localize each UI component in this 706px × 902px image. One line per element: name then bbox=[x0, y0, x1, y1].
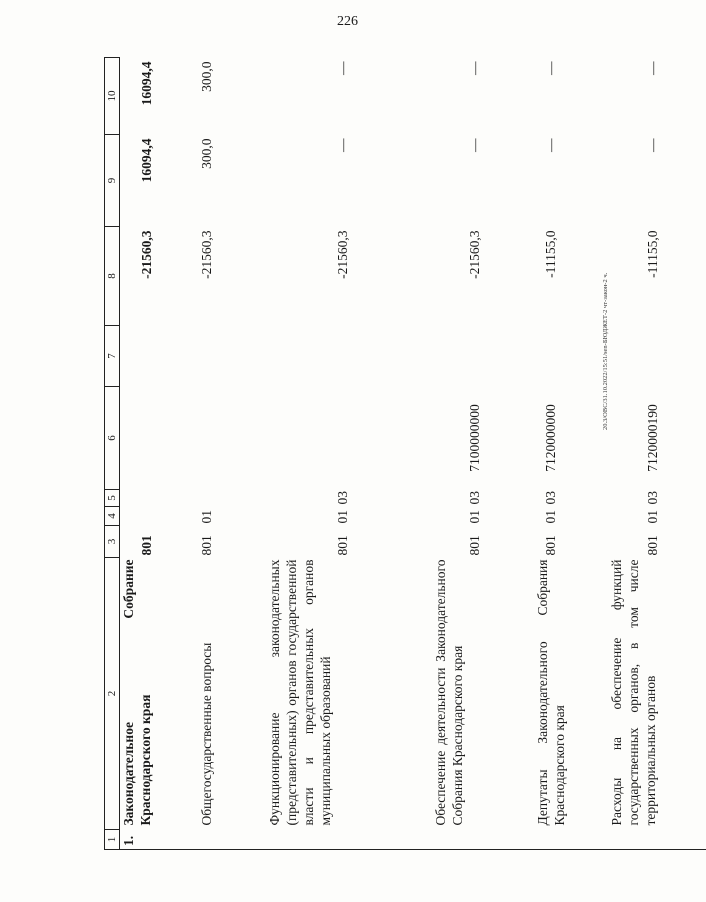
ved-code: 801 bbox=[645, 535, 660, 556]
section-code: 01 bbox=[199, 510, 214, 524]
target-code bbox=[188, 387, 260, 490]
row-number bbox=[260, 830, 424, 850]
target-code: 7120000190 bbox=[645, 404, 660, 472]
amount-year2: — bbox=[467, 138, 482, 152]
expense-type bbox=[120, 326, 189, 387]
amount-year2: — bbox=[543, 138, 558, 152]
row-number bbox=[188, 830, 260, 850]
column-header: 3 bbox=[105, 526, 120, 558]
amount-year2: 16094,4 bbox=[139, 138, 154, 183]
ved-code: 801 bbox=[335, 535, 350, 556]
ved-code: 801 bbox=[543, 535, 558, 556]
target-code: 7120000000 bbox=[543, 404, 558, 472]
section-code: 01 bbox=[645, 510, 660, 524]
amount-year2: — bbox=[645, 138, 660, 152]
row-name: Депутаты Законодательного Собрания Краснодарского края bbox=[535, 559, 567, 826]
expense-type bbox=[604, 326, 706, 387]
expense-type bbox=[528, 326, 604, 387]
column-header: 8 bbox=[105, 227, 120, 326]
amount-year2: — bbox=[335, 138, 350, 152]
row-number: 1. bbox=[120, 830, 189, 850]
amount-change: -21560,3 bbox=[467, 230, 482, 279]
row-number bbox=[424, 830, 528, 850]
column-header: 2 bbox=[105, 558, 120, 830]
target-code bbox=[120, 387, 189, 490]
column-header: 10 bbox=[105, 58, 120, 135]
table-header-row bbox=[105, 58, 120, 850]
amount-change: -11155,0 bbox=[645, 230, 660, 278]
table-row bbox=[188, 58, 260, 850]
target-code bbox=[260, 387, 424, 490]
row-name: Законодательное Собрание Краснодарского края bbox=[121, 559, 153, 826]
table-row bbox=[604, 58, 706, 850]
amount-change: -11155,0 bbox=[543, 230, 558, 278]
section-code: 01 bbox=[335, 510, 350, 524]
row-name: Расходы на обеспечение функций государственных органов, в том числе территориальных органов bbox=[609, 559, 658, 826]
row-name: Функционирование законодательных (представительных) органов государственной власти и представительных органов муниципальных образований bbox=[267, 559, 333, 826]
subsection-code: 03 bbox=[645, 491, 660, 505]
amount-year3: — bbox=[543, 61, 558, 75]
row-name: Общегосударственные вопросы bbox=[199, 642, 214, 826]
subsection-code bbox=[188, 490, 260, 507]
target-code: 7100000000 bbox=[467, 404, 482, 472]
amount-year3: — bbox=[335, 61, 350, 75]
column-header: 6 bbox=[105, 387, 120, 490]
ved-code: 801 bbox=[199, 535, 214, 556]
amount-change: -21560,3 bbox=[335, 230, 350, 279]
ved-code: 801 bbox=[139, 535, 154, 556]
amount-year3: 16094,4 bbox=[139, 61, 154, 106]
table-row bbox=[424, 58, 528, 850]
column-header: 5 bbox=[105, 490, 120, 507]
section-code: 01 bbox=[467, 510, 482, 524]
row-number bbox=[528, 830, 604, 850]
section-code bbox=[120, 507, 189, 526]
subsection-code: 03 bbox=[467, 491, 482, 505]
table-row bbox=[120, 58, 189, 850]
column-header: 4 bbox=[105, 507, 120, 526]
subsection-code: 03 bbox=[335, 491, 350, 505]
table-row bbox=[528, 58, 604, 850]
subsection-code: 03 bbox=[543, 491, 558, 505]
subsection-code bbox=[120, 490, 189, 507]
footer-code: 20.3/OBC/31.10.2022/15:51/sen-БЮДЖЕТ-2 чт-закон-2 ч. bbox=[602, 272, 609, 430]
column-header: 9 bbox=[105, 135, 120, 227]
amount-year2: 300,0 bbox=[199, 138, 214, 169]
column-header: 1 bbox=[105, 830, 120, 850]
row-number bbox=[604, 830, 706, 850]
ved-code: 801 bbox=[467, 535, 482, 556]
column-header: 7 bbox=[105, 326, 120, 387]
section-code: 01 bbox=[543, 510, 558, 524]
amount-year3: — bbox=[467, 61, 482, 75]
amount-change: -21560,3 bbox=[199, 230, 214, 279]
amount-change: -21560,3 bbox=[139, 230, 154, 279]
expense-type bbox=[424, 326, 528, 387]
page-number: 226 bbox=[337, 14, 358, 29]
row-name: Обеспечение деятельности Законодательного Собрания Краснодарского края bbox=[433, 559, 465, 826]
amount-year3: 300,0 bbox=[199, 61, 214, 92]
table-row bbox=[260, 58, 424, 850]
amount-year3: — bbox=[645, 61, 660, 75]
expense-type bbox=[260, 326, 424, 387]
expense-type bbox=[188, 326, 260, 387]
